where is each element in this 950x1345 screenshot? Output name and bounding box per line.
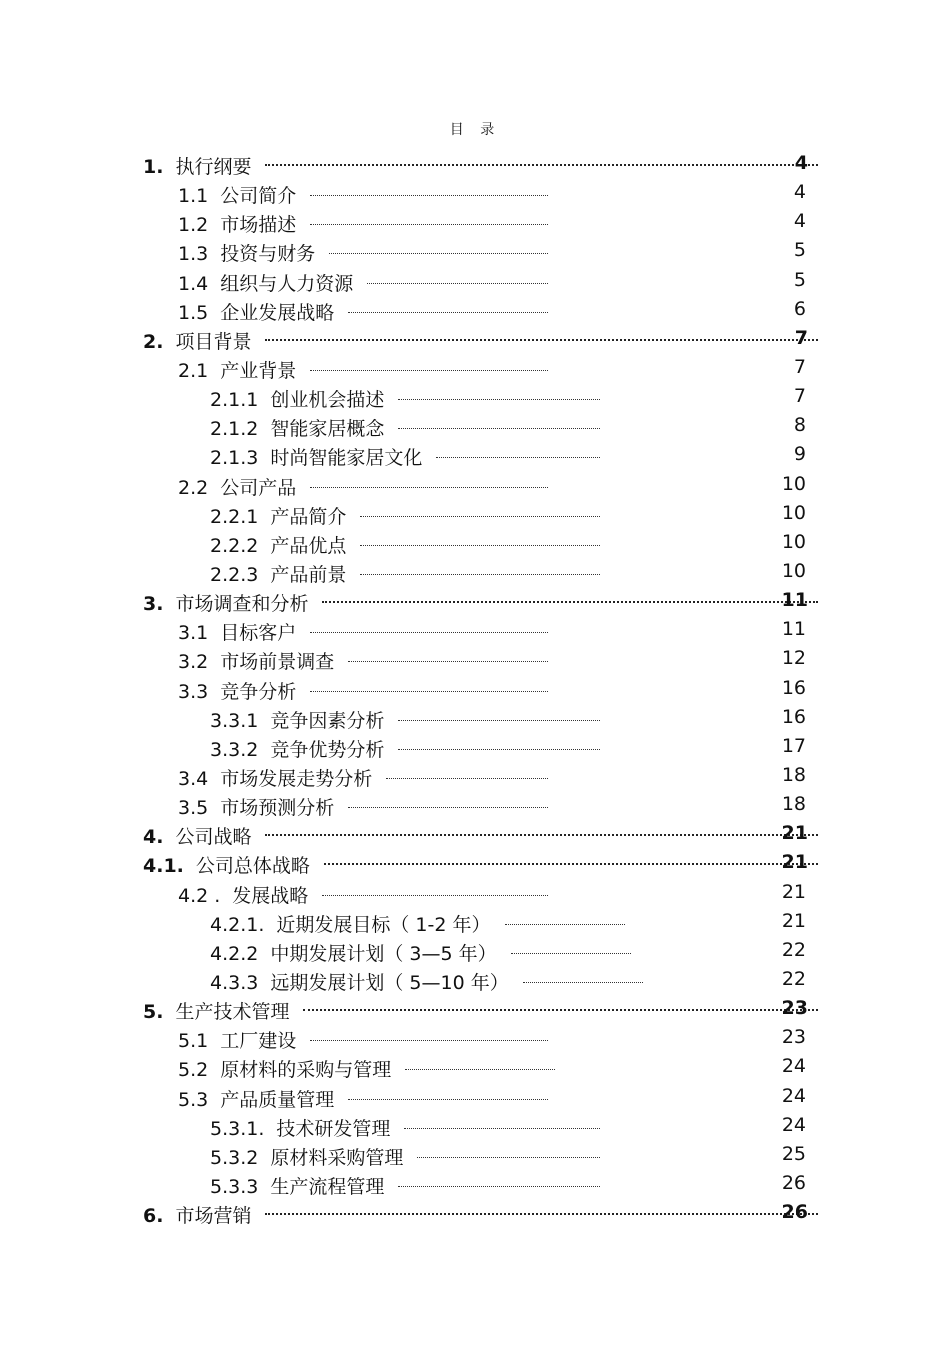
toc-dot-leader (523, 982, 643, 983)
toc-page-number: 24 (781, 1055, 806, 1078)
toc-entry-number: 5.3.1. (210, 1117, 265, 1140)
toc-entry-label (178, 239, 315, 266)
toc-entry[interactable] (0, 208, 950, 237)
toc-dot-leader (398, 720, 600, 721)
toc-entry[interactable] (0, 412, 950, 441)
toc-page-number: 11 (781, 589, 808, 612)
toc-entry-title: 原材料采购管理 (270, 1146, 404, 1169)
toc-entry-title: 公司产品 (220, 476, 297, 499)
toc-page-number: 7 (793, 355, 806, 378)
toc-dot-leader (310, 224, 548, 225)
toc-dot-leader (398, 749, 600, 750)
toc-entry-number: 5.3.3 (210, 1175, 259, 1198)
toc-entry-number: 1.4 (178, 272, 209, 295)
toc-entry-number: 5.3 (178, 1088, 209, 1111)
toc-entry[interactable] (0, 966, 950, 995)
toc-dot-leader (324, 863, 818, 865)
toc-entry-label (210, 1114, 390, 1141)
toc-dot-leader (348, 661, 548, 662)
toc-entry-number: 4.3.3 (210, 971, 259, 994)
toc-entry[interactable] (0, 1053, 950, 1082)
toc-entry-number: 4.2.1. (210, 913, 265, 936)
toc-entry-number: 4.2 . (178, 884, 221, 907)
toc-entry-title: 目标客户 (220, 622, 297, 645)
toc-page-number: 23 (781, 1026, 806, 1049)
toc-dot-leader (360, 516, 600, 517)
toc-entry-title: 市场描述 (220, 214, 297, 237)
toc-entry-number: 3.1 (178, 622, 209, 645)
toc-entry-label (178, 298, 334, 325)
toc-entry-number: 4.1. (143, 855, 184, 878)
toc-entry-title: 市场预测分析 (220, 797, 335, 820)
toc-entry-title: 时尚智能家居文化 (270, 447, 423, 470)
toc-dot-leader (436, 457, 600, 458)
toc-entry[interactable] (0, 296, 950, 325)
toc-entry-number: 2.2 (178, 476, 209, 499)
toc-entry-label (178, 356, 296, 383)
toc-entry-label (178, 269, 353, 296)
toc-entry-title: 远期发展计划（ 5—10 年） (270, 971, 509, 994)
toc-dot-leader (511, 953, 631, 954)
toc-entry[interactable] (0, 441, 950, 470)
toc-entry-label (178, 1026, 296, 1053)
toc-entry-label (210, 531, 346, 558)
toc-entry[interactable] (0, 500, 950, 529)
toc-page-number: 7 (793, 385, 806, 408)
toc-page-number: 10 (781, 501, 806, 524)
toc-page-number: 26 (781, 1201, 808, 1224)
toc-entry-label (143, 1201, 251, 1228)
toc-entry-label (143, 997, 289, 1024)
toc-entry-number: 2.2.3 (210, 563, 259, 586)
toc-page-number: 10 (781, 530, 806, 553)
toc-page-number: 4 (793, 181, 806, 204)
toc-dot-leader (322, 895, 548, 896)
toc-entry[interactable] (0, 879, 950, 908)
toc-entry-title: 中期发展计划（ 3—5 年） (270, 942, 497, 965)
toc-dot-leader (310, 487, 548, 488)
toc-entry[interactable] (0, 849, 950, 878)
toc-entry-title: 市场营销 (175, 1205, 252, 1228)
toc-page-number: 7 (794, 326, 808, 349)
toc-page-number: 11 (781, 618, 806, 641)
toc-dot-leader (417, 1157, 600, 1158)
toc-page-number: 22 (781, 967, 806, 990)
toc-page-number: 23 (781, 997, 808, 1020)
toc-entry[interactable] (0, 995, 950, 1024)
toc-dot-leader (310, 1040, 548, 1041)
toc-entry[interactable] (0, 762, 950, 791)
toc-entry[interactable] (0, 1083, 950, 1112)
toc-dot-leader (360, 574, 600, 575)
toc-page-number: 12 (781, 647, 806, 670)
toc-entry[interactable] (0, 1112, 950, 1141)
toc-page-number: 21 (781, 909, 806, 932)
toc-entry-number: 2. (143, 330, 164, 353)
toc-entry[interactable] (0, 471, 950, 500)
toc-entry-label (210, 910, 491, 937)
toc-page-number: 5 (793, 268, 806, 291)
toc-entry[interactable] (0, 237, 950, 266)
toc-entry-label (210, 939, 497, 966)
toc-entry-label (178, 647, 334, 674)
toc-entry-title: 竞争因素分析 (270, 709, 385, 732)
toc-entry[interactable] (0, 1024, 950, 1053)
toc-dot-leader (348, 807, 548, 808)
toc-page-number: 5 (793, 239, 806, 262)
toc-entry-label (178, 764, 372, 791)
toc-page-number: 16 (781, 705, 806, 728)
toc-entry[interactable] (0, 179, 950, 208)
toc-entry-number: 3. (143, 593, 164, 616)
toc-entry-number: 1.5 (178, 301, 209, 324)
toc-entry[interactable] (0, 645, 950, 674)
toc-entry-number: 2.1 (178, 359, 209, 382)
toc-page-number: 26 (781, 1171, 806, 1194)
toc-entry[interactable] (0, 383, 950, 412)
toc-entry-label (210, 706, 384, 733)
toc-entry-title: 产业背景 (220, 359, 297, 382)
toc-page-number: 24 (781, 1113, 806, 1136)
toc-entry-label (210, 414, 384, 441)
toc-entry-label (210, 443, 422, 470)
toc-entry-title: 生产流程管理 (270, 1175, 385, 1198)
toc-page-number: 4 (794, 152, 808, 174)
toc-entry-number: 2.1.1 (210, 389, 259, 412)
toc-entry-label (178, 1085, 334, 1112)
toc-entry-label (178, 793, 334, 820)
toc-entry-number: 2.1.2 (210, 418, 259, 441)
toc-entry-title: 发展战略 (232, 884, 309, 907)
toc-entry-title: 公司战略 (175, 826, 252, 849)
toc-entry-title: 公司总体战略 (195, 855, 310, 878)
toc-dot-leader (505, 924, 625, 925)
toc-dot-leader (310, 370, 548, 371)
toc-dot-leader (265, 164, 818, 166)
toc-dot-leader (310, 195, 548, 196)
toc-entry-label (143, 822, 251, 849)
toc-entry[interactable] (0, 1170, 950, 1199)
toc-entry-title: 市场调查和分析 (175, 593, 309, 616)
toc-entry-label (143, 851, 310, 878)
toc-entry[interactable] (0, 529, 950, 558)
toc-entry-number: 1.3 (178, 243, 209, 266)
toc-page-number: 9 (793, 443, 806, 466)
toc-entry-label (143, 327, 251, 354)
toc-entry-title: 项目背景 (175, 330, 252, 353)
toc-entry-number: 1. (143, 156, 164, 178)
toc-dot-leader (398, 1186, 600, 1187)
toc-page-number: 21 (781, 880, 806, 903)
toc-entry[interactable] (0, 908, 950, 937)
toc-entry[interactable] (0, 937, 950, 966)
toc-entry-label (210, 968, 509, 995)
toc-entry-number: 5. (143, 1001, 164, 1024)
toc-dot-leader (265, 1213, 818, 1215)
toc-entry-title: 产品简介 (270, 505, 347, 528)
toc-dot-leader (360, 545, 600, 546)
toc-dot-leader (398, 399, 600, 400)
toc-page-number: 4 (793, 210, 806, 233)
toc-entry-number: 3.2 (178, 651, 209, 674)
toc-entry-label (178, 181, 296, 208)
toc-entry-title: 技术研发管理 (276, 1117, 391, 1140)
toc-entry-title: 近期发展目标（ 1-2 年） (276, 913, 491, 936)
toc-entry-label (143, 152, 251, 179)
toc-dot-leader (398, 428, 600, 429)
toc-entry[interactable] (0, 733, 950, 762)
toc-entry[interactable] (0, 267, 950, 296)
toc-entry[interactable] (0, 1141, 950, 1170)
toc-entry-title: 产品质量管理 (220, 1088, 335, 1111)
toc-entry-number: 5.3.2 (210, 1146, 259, 1169)
toc-entry-title: 原材料的采购与管理 (220, 1059, 392, 1082)
toc-entry[interactable] (0, 587, 950, 616)
toc-entry[interactable] (0, 675, 950, 704)
toc-entry-label (178, 618, 296, 645)
toc-entry-label (210, 560, 346, 587)
toc-entry-title: 市场前景调查 (220, 651, 335, 674)
toc-entry-label (178, 210, 296, 237)
toc-entry-title: 智能家居概念 (270, 418, 385, 441)
toc-entry-title: 创业机会描述 (270, 389, 385, 412)
toc-entry-title: 产品优点 (270, 534, 347, 557)
toc-entry-label (210, 735, 384, 762)
toc-dot-leader (265, 339, 818, 341)
toc-page-number: 25 (781, 1142, 806, 1165)
toc-entry-label (178, 677, 296, 704)
toc-entry-title: 市场发展走势分析 (220, 767, 373, 790)
toc-entry-number: 3.3.2 (210, 738, 259, 761)
toc-dot-leader (322, 601, 818, 603)
toc-entry-title: 公司简介 (220, 185, 297, 208)
toc-entry-number: 3.5 (178, 797, 209, 820)
toc-entry-number: 6. (143, 1205, 164, 1228)
toc-entry-number: 5.2 (178, 1059, 209, 1082)
toc-page-number: 10 (781, 472, 806, 495)
toc-dot-leader (310, 691, 548, 692)
toc-page-number: 17 (781, 734, 806, 757)
toc-dot-leader (405, 1069, 555, 1070)
toc-entry-number: 5.1 (178, 1030, 209, 1053)
toc-page-number: 22 (781, 938, 806, 961)
toc-entry-label (178, 1055, 391, 1082)
toc-entry[interactable] (0, 150, 950, 179)
table-of-contents (0, 150, 950, 1228)
toc-entry[interactable] (0, 1199, 950, 1228)
toc-entry-number: 1.1 (178, 185, 209, 208)
toc-entry-title: 执行纲要 (175, 156, 252, 178)
toc-entry-number: 1.2 (178, 214, 209, 237)
toc-entry-label (178, 881, 308, 908)
toc-entry[interactable] (0, 704, 950, 733)
toc-dot-leader (348, 1099, 548, 1100)
toc-page-number: 10 (781, 559, 806, 582)
toc-entry-title: 投资与财务 (220, 243, 316, 266)
toc-entry[interactable] (0, 820, 950, 849)
toc-entry-number: 2.2.1 (210, 505, 259, 528)
toc-page-number: 8 (793, 414, 806, 437)
toc-entry-title: 生产技术管理 (175, 1001, 290, 1024)
toc-entry-title: 产品前景 (270, 563, 347, 586)
toc-entry-title: 组织与人力资源 (220, 272, 354, 295)
toc-page-number: 21 (781, 822, 808, 845)
toc-dot-leader (404, 1128, 600, 1129)
toc-entry[interactable] (0, 354, 950, 383)
toc-dot-leader (367, 283, 548, 284)
toc-entry-label (210, 1143, 403, 1170)
toc-dot-leader (310, 632, 548, 633)
toc-entry-title: 企业发展战略 (220, 301, 335, 324)
toc-entry[interactable] (0, 616, 950, 645)
toc-entry-label (143, 589, 308, 616)
toc-entry-title: 工厂建设 (220, 1030, 297, 1053)
toc-page-number: 18 (781, 763, 806, 786)
toc-entry-number: 2.2.2 (210, 534, 259, 557)
toc-entry-title: 竞争分析 (220, 680, 297, 703)
toc-entry-number: 4.2.2 (210, 942, 259, 965)
toc-entry-number: 3.3 (178, 680, 209, 703)
toc-entry[interactable] (0, 791, 950, 820)
toc-dot-leader (265, 834, 818, 836)
toc-dot-leader (386, 778, 548, 779)
toc-dot-leader (303, 1009, 818, 1011)
toc-entry-label (210, 502, 346, 529)
toc-dot-leader (348, 312, 548, 313)
toc-entry-number: 3.4 (178, 767, 209, 790)
page-title: 目 录 (449, 122, 501, 138)
toc-page-number: 16 (781, 676, 806, 699)
toc-page-number: 6 (793, 297, 806, 320)
toc-dot-leader (329, 253, 548, 254)
toc-page-number: 18 (781, 793, 806, 816)
toc-entry-label (178, 473, 296, 500)
toc-entry-number: 3.3.1 (210, 709, 259, 732)
toc-entry-label (210, 385, 384, 412)
toc-page-number: 21 (781, 851, 808, 874)
toc-entry-number: 4. (143, 826, 164, 849)
toc-entry-label (210, 1172, 384, 1199)
toc-entry[interactable] (0, 558, 950, 587)
toc-entry-number: 2.1.3 (210, 447, 259, 470)
toc-entry-title: 竞争优势分析 (270, 738, 385, 761)
toc-page-number: 24 (781, 1084, 806, 1107)
toc-entry[interactable] (0, 325, 950, 354)
